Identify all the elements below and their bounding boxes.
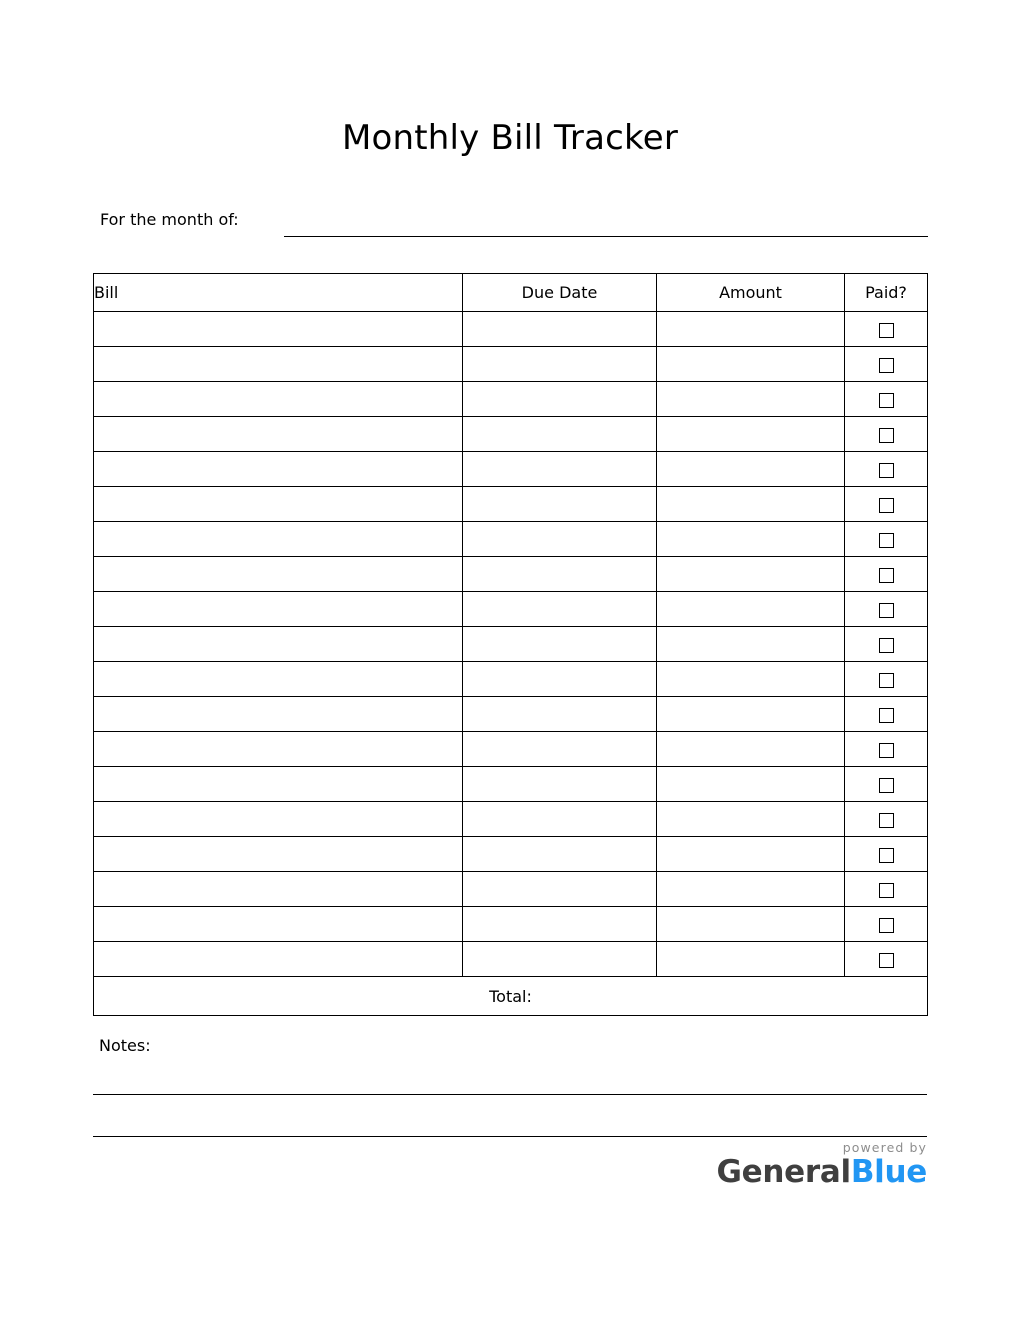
bill-table-body	[94, 312, 928, 977]
table-row	[94, 942, 928, 977]
table-row	[94, 592, 928, 627]
cell-paid	[845, 452, 928, 487]
cell-bill[interactable]	[94, 592, 463, 627]
table-row	[94, 732, 928, 767]
cell-bill[interactable]	[94, 417, 463, 452]
cell-bill[interactable]	[94, 662, 463, 697]
table-row	[94, 557, 928, 592]
month-field-row	[94, 208, 928, 240]
cell-paid	[845, 802, 928, 837]
cell-amount[interactable]	[657, 872, 845, 907]
cell-amount[interactable]	[657, 417, 845, 452]
cell-due-date[interactable]	[463, 382, 657, 417]
cell-amount[interactable]	[657, 522, 845, 557]
paid-checkbox[interactable]	[879, 953, 894, 968]
powered-by-text: powered by	[842, 1140, 927, 1155]
cell-paid	[845, 942, 928, 977]
cell-amount[interactable]	[657, 627, 845, 662]
cell-paid	[845, 662, 928, 697]
notes-line-2[interactable]	[93, 1136, 927, 1137]
cell-paid	[845, 837, 928, 872]
cell-bill[interactable]	[94, 452, 463, 487]
paid-checkbox[interactable]	[879, 883, 894, 898]
generalblue-logo	[627, 1156, 927, 1189]
table-row	[94, 907, 928, 942]
column-header-due-date: Due Date	[463, 274, 657, 312]
total-label[interactable]: Total:	[94, 977, 928, 1016]
paid-checkbox[interactable]	[879, 428, 894, 443]
cell-paid	[845, 592, 928, 627]
cell-due-date[interactable]	[463, 942, 657, 977]
table-row	[94, 662, 928, 697]
cell-amount[interactable]	[657, 592, 845, 627]
cell-due-date[interactable]	[463, 592, 657, 627]
table-row	[94, 347, 928, 382]
cell-amount[interactable]	[657, 382, 845, 417]
cell-amount[interactable]	[657, 697, 845, 732]
cell-bill[interactable]	[94, 767, 463, 802]
paid-checkbox[interactable]	[879, 673, 894, 688]
cell-amount[interactable]	[657, 732, 845, 767]
cell-bill[interactable]	[94, 487, 463, 522]
cell-paid	[845, 627, 928, 662]
cell-amount[interactable]	[657, 662, 845, 697]
cell-due-date[interactable]	[463, 732, 657, 767]
paid-checkbox[interactable]	[879, 813, 894, 828]
paid-checkbox[interactable]	[879, 603, 894, 618]
table-row	[94, 627, 928, 662]
cell-amount[interactable]	[657, 837, 845, 872]
cell-paid	[845, 382, 928, 417]
table-row	[94, 452, 928, 487]
table-row	[94, 767, 928, 802]
cell-bill[interactable]	[94, 627, 463, 662]
cell-bill[interactable]	[94, 522, 463, 557]
cell-amount[interactable]	[657, 312, 845, 347]
cell-due-date[interactable]	[463, 907, 657, 942]
paid-checkbox[interactable]	[879, 463, 894, 478]
cell-amount[interactable]	[657, 347, 845, 382]
table-row	[94, 487, 928, 522]
month-field-input[interactable]	[284, 236, 928, 237]
table-row	[94, 802, 928, 837]
logo-text-general: General	[716, 1154, 851, 1190]
cell-paid	[845, 417, 928, 452]
cell-amount[interactable]	[657, 487, 845, 522]
cell-bill[interactable]	[94, 557, 463, 592]
bill-table	[93, 273, 928, 1016]
cell-paid	[845, 347, 928, 382]
paid-checkbox[interactable]	[879, 638, 894, 653]
cell-paid	[845, 732, 928, 767]
table-row	[94, 872, 928, 907]
bill-table-header	[94, 274, 928, 312]
cell-paid	[845, 767, 928, 802]
column-header-amount: Amount	[657, 274, 845, 312]
cell-due-date[interactable]	[463, 522, 657, 557]
cell-due-date[interactable]	[463, 347, 657, 382]
column-header-paid: Paid?	[845, 274, 928, 312]
cell-amount[interactable]	[657, 907, 845, 942]
paid-checkbox[interactable]	[879, 498, 894, 513]
cell-amount[interactable]	[657, 942, 845, 977]
cell-bill[interactable]	[94, 907, 463, 942]
cell-bill[interactable]	[94, 697, 463, 732]
paid-checkbox[interactable]	[879, 568, 894, 583]
cell-due-date[interactable]	[463, 452, 657, 487]
table-row	[94, 312, 928, 347]
logo-text-blue: Blue	[850, 1154, 927, 1190]
cell-due-date[interactable]	[463, 627, 657, 662]
paid-checkbox[interactable]	[879, 743, 894, 758]
cell-paid	[845, 872, 928, 907]
cell-paid	[845, 487, 928, 522]
paid-checkbox[interactable]	[879, 323, 894, 338]
footer-brand	[627, 1140, 927, 1189]
paid-checkbox[interactable]	[879, 533, 894, 548]
cell-amount[interactable]	[657, 767, 845, 802]
cell-due-date[interactable]	[463, 872, 657, 907]
table-row	[94, 837, 928, 872]
notes-label: Notes:	[99, 1036, 151, 1055]
cell-amount[interactable]	[657, 802, 845, 837]
cell-bill[interactable]	[94, 942, 463, 977]
paid-checkbox[interactable]	[879, 708, 894, 723]
paid-checkbox[interactable]	[879, 358, 894, 373]
cell-bill[interactable]	[94, 802, 463, 837]
cell-bill[interactable]	[94, 347, 463, 382]
table-header-row	[94, 274, 928, 312]
paid-checkbox[interactable]	[879, 918, 894, 933]
cell-due-date[interactable]	[463, 312, 657, 347]
cell-due-date[interactable]	[463, 697, 657, 732]
paid-checkbox[interactable]	[879, 393, 894, 408]
cell-due-date[interactable]	[463, 802, 657, 837]
bill-table-footer	[94, 977, 928, 1016]
cell-bill[interactable]	[94, 312, 463, 347]
table-row	[94, 697, 928, 732]
cell-paid	[845, 522, 928, 557]
cell-paid	[845, 907, 928, 942]
table-row	[94, 382, 928, 417]
cell-due-date[interactable]	[463, 417, 657, 452]
cell-amount[interactable]	[657, 557, 845, 592]
total-row	[94, 977, 928, 1016]
cell-due-date[interactable]	[463, 662, 657, 697]
cell-bill[interactable]	[94, 732, 463, 767]
cell-paid	[845, 557, 928, 592]
cell-bill[interactable]	[94, 382, 463, 417]
cell-paid	[845, 312, 928, 347]
paid-checkbox[interactable]	[879, 848, 894, 863]
paid-checkbox[interactable]	[879, 778, 894, 793]
cell-due-date[interactable]	[463, 487, 657, 522]
page-title: Monthly Bill Tracker	[341, 118, 679, 158]
cell-amount[interactable]	[657, 452, 845, 487]
cell-bill[interactable]	[94, 837, 463, 872]
notes-line-1[interactable]	[93, 1094, 927, 1095]
cell-due-date[interactable]	[463, 557, 657, 592]
month-field-label: For the month of:	[100, 210, 239, 229]
cell-paid	[845, 697, 928, 732]
cell-bill[interactable]	[94, 872, 463, 907]
column-header-bill: Bill	[94, 274, 463, 312]
cell-due-date[interactable]	[463, 767, 657, 802]
table-row	[94, 417, 928, 452]
table-row	[94, 522, 928, 557]
cell-due-date[interactable]	[463, 837, 657, 872]
